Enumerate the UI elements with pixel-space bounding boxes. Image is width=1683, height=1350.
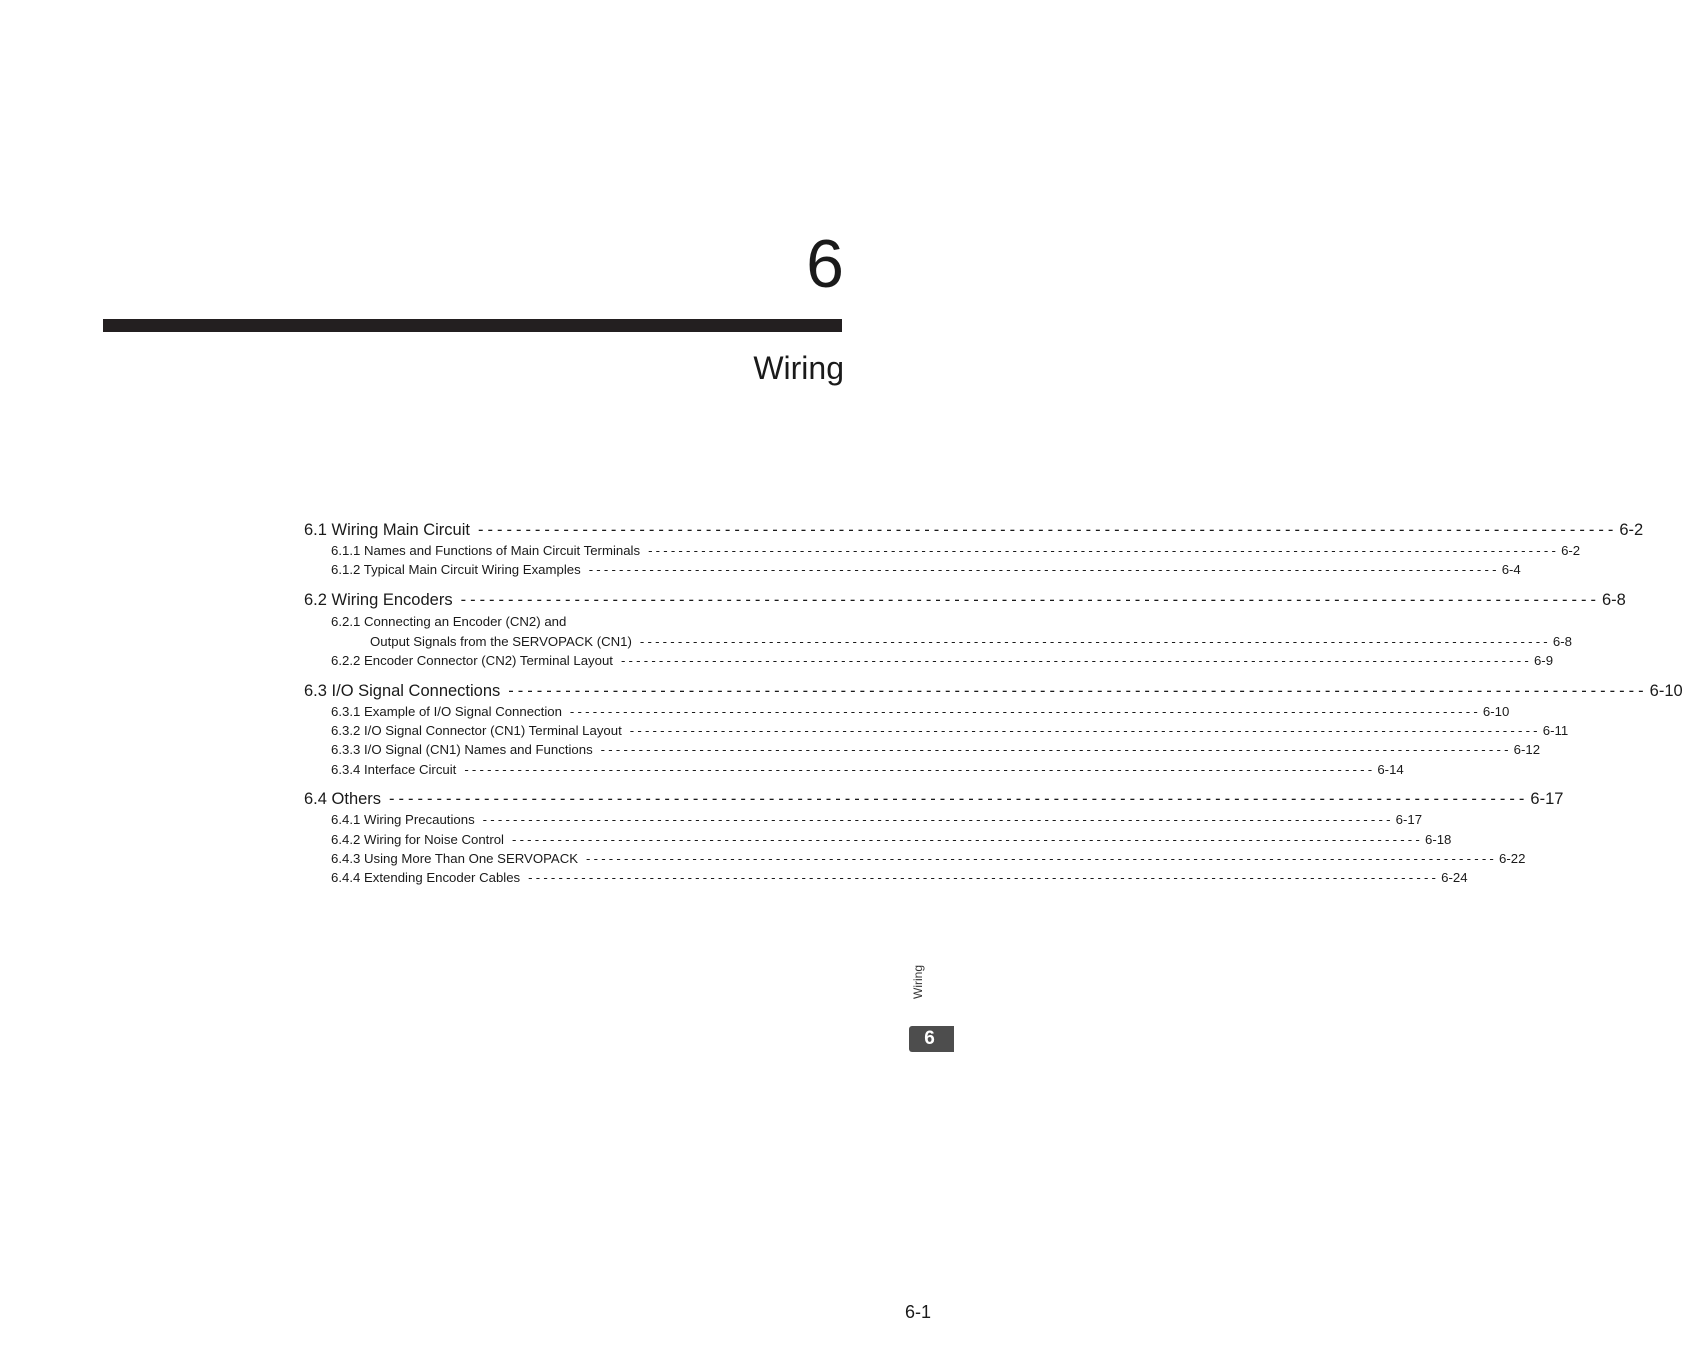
toc-subentry-page: 6-8 [1552, 633, 1572, 649]
toc-subentry[interactable] [304, 830, 1452, 849]
dot-leader: ------------------------------------------------------------------------------------------------------------------------ [477, 521, 1618, 539]
dot-leader: ------------------------------------------------------------------------------------------------------------------------ [639, 633, 1551, 649]
toc-section [304, 589, 1626, 671]
toc-subentry[interactable] [304, 721, 1569, 740]
toc-subentry-page: 6-17 [1395, 812, 1423, 828]
toc-subentry-label: 6.4.3 Using More Than One SERVOPACK [331, 850, 579, 866]
toc-subentry[interactable] [304, 849, 1526, 868]
toc-entry-label: 6.4 Others [304, 790, 382, 809]
dot-leader: ------------------------------------------------------------------------------------------------------------------------ [464, 761, 1376, 777]
toc-subentry-page: 6-10 [1482, 703, 1510, 719]
toc-subentry[interactable] [304, 611, 840, 632]
toc-subentry-label: 6.4.2 Wiring for Noise Control [331, 831, 504, 847]
footer-page-number: 6-1 [904, 1302, 931, 1322]
dot-leader: ------------------------------------------------------------------------------------------------------------------------ [528, 870, 1440, 886]
toc-subentry-label: 6.4.1 Wiring Precautions [331, 812, 475, 828]
toc-section [304, 788, 1564, 888]
toc-entry[interactable] [304, 788, 1564, 810]
side-tab-label: Wiring [911, 965, 925, 1000]
dot-leader: ------------------------------------------------------------------------------------------------------------------------ [389, 790, 1529, 809]
toc-section [304, 519, 1644, 580]
toc-subentry-label: 6.3.1 Example of I/O Signal Connection [331, 703, 562, 719]
toc-entry-label: 6.2 Wiring Encoders [304, 590, 453, 609]
toc-subentry-label: 6.1.1 Names and Functions of Main Circuit Terminals [331, 543, 641, 558]
toc-subentry[interactable] [304, 740, 1541, 759]
toc-subentry[interactable] [304, 560, 1521, 579]
side-tab-number: 6 [909, 1026, 954, 1052]
toc-entry[interactable] [304, 589, 1626, 611]
toc-subentry-label: 6.2.2 Encoder Connector (CN2) Terminal Layout [331, 653, 613, 669]
chapter-title: Wiring [753, 350, 844, 386]
dot-leader: ------------------------------------------------------------------------------------------------------------------------ [482, 812, 1394, 828]
toc-subentry-page: 6-2 [1561, 543, 1581, 558]
dot-leader: ------------------------------------------------------------------------------------------------------------------------ [586, 850, 1498, 866]
toc-subentry-continuation[interactable] [304, 632, 1572, 651]
toc-subentry[interactable] [304, 702, 1510, 721]
toc-subentry-label: 6.3.4 Interface Circuit [331, 761, 457, 777]
toc-subentry[interactable] [304, 651, 1554, 670]
toc-subentry-page: 6-18 [1424, 831, 1452, 847]
toc-subentry-label: 6.2.1 Connecting an Encoder (CN2) and [331, 613, 567, 629]
toc-entry-label: 6.3 I/O Signal Connections [304, 681, 501, 700]
dot-leader: ------------------------------------------------------------------------------------------------------------------------ [460, 590, 1600, 609]
toc-subentry-label: 6.3.2 I/O Signal Connector (CN1) Terminal Layout [331, 722, 622, 738]
toc-entry-page: 6-10 [1649, 681, 1683, 700]
toc-entry-page: 6-8 [1601, 590, 1626, 609]
dot-leader: ------------------------------------------------------------------------------------------------------------------------ [508, 681, 1648, 700]
toc-entry-page: 6-17 [1530, 790, 1564, 809]
dot-leader: ------------------------------------------------------------------------------------------------------------------------ [600, 742, 1512, 758]
toc-subentry-label: 6.4.4 Extending Encoder Cables [331, 870, 521, 886]
toc-entry-page: 6-2 [1619, 521, 1644, 539]
toc-section [304, 680, 1683, 780]
dot-leader: ------------------------------------------------------------------------------------------------------------------------ [569, 703, 1481, 719]
toc-entry-label: 6.1 Wiring Main Circuit [304, 521, 470, 539]
toc-subentry-page: 6-22 [1499, 850, 1526, 866]
toc-subentry-page: 6-11 [1542, 722, 1569, 738]
dot-leader: ------------------------------------------------------------------------------------------------------------------------ [620, 653, 1532, 669]
toc-subentry[interactable] [304, 868, 1468, 887]
toc-subentry-label-cont: Output Signals from the SERVOPACK (CN1) [370, 633, 632, 649]
toc-entry[interactable] [304, 680, 1683, 702]
toc-subentry[interactable] [304, 541, 1581, 560]
toc-subentry[interactable] [304, 760, 1404, 779]
dot-leader: ------------------------------------------------------------------------------------------------------------------------ [588, 562, 1500, 578]
chapter-number: 6 [806, 226, 844, 302]
dot-leader: ------------------------------------------------------------------------------------------------------------------------ [629, 722, 1541, 738]
toc-subentry-page: 6-24 [1441, 870, 1468, 886]
chapter-bar [103, 319, 842, 332]
toc-subentry-label: 6.3.3 I/O Signal (CN1) Names and Functions [331, 742, 593, 758]
dot-leader: ------------------------------------------------------------------------------------------------------------------------ [511, 831, 1423, 847]
toc-subentry-label: 6.1.2 Typical Main Circuit Wiring Examples [331, 562, 581, 578]
toc-entry[interactable] [304, 519, 1644, 541]
toc-subentry-page: 6-9 [1533, 653, 1554, 669]
toc-subentry[interactable] [304, 810, 1423, 829]
toc-subentry-page: 6-14 [1377, 761, 1404, 777]
dot-leader: ------------------------------------------------------------------------------------------------------------------------ [648, 543, 1560, 558]
table-of-contents [304, 519, 1683, 897]
toc-subentry-page: 6-4 [1501, 562, 1521, 578]
toc-subentry-page: 6-12 [1513, 742, 1541, 758]
